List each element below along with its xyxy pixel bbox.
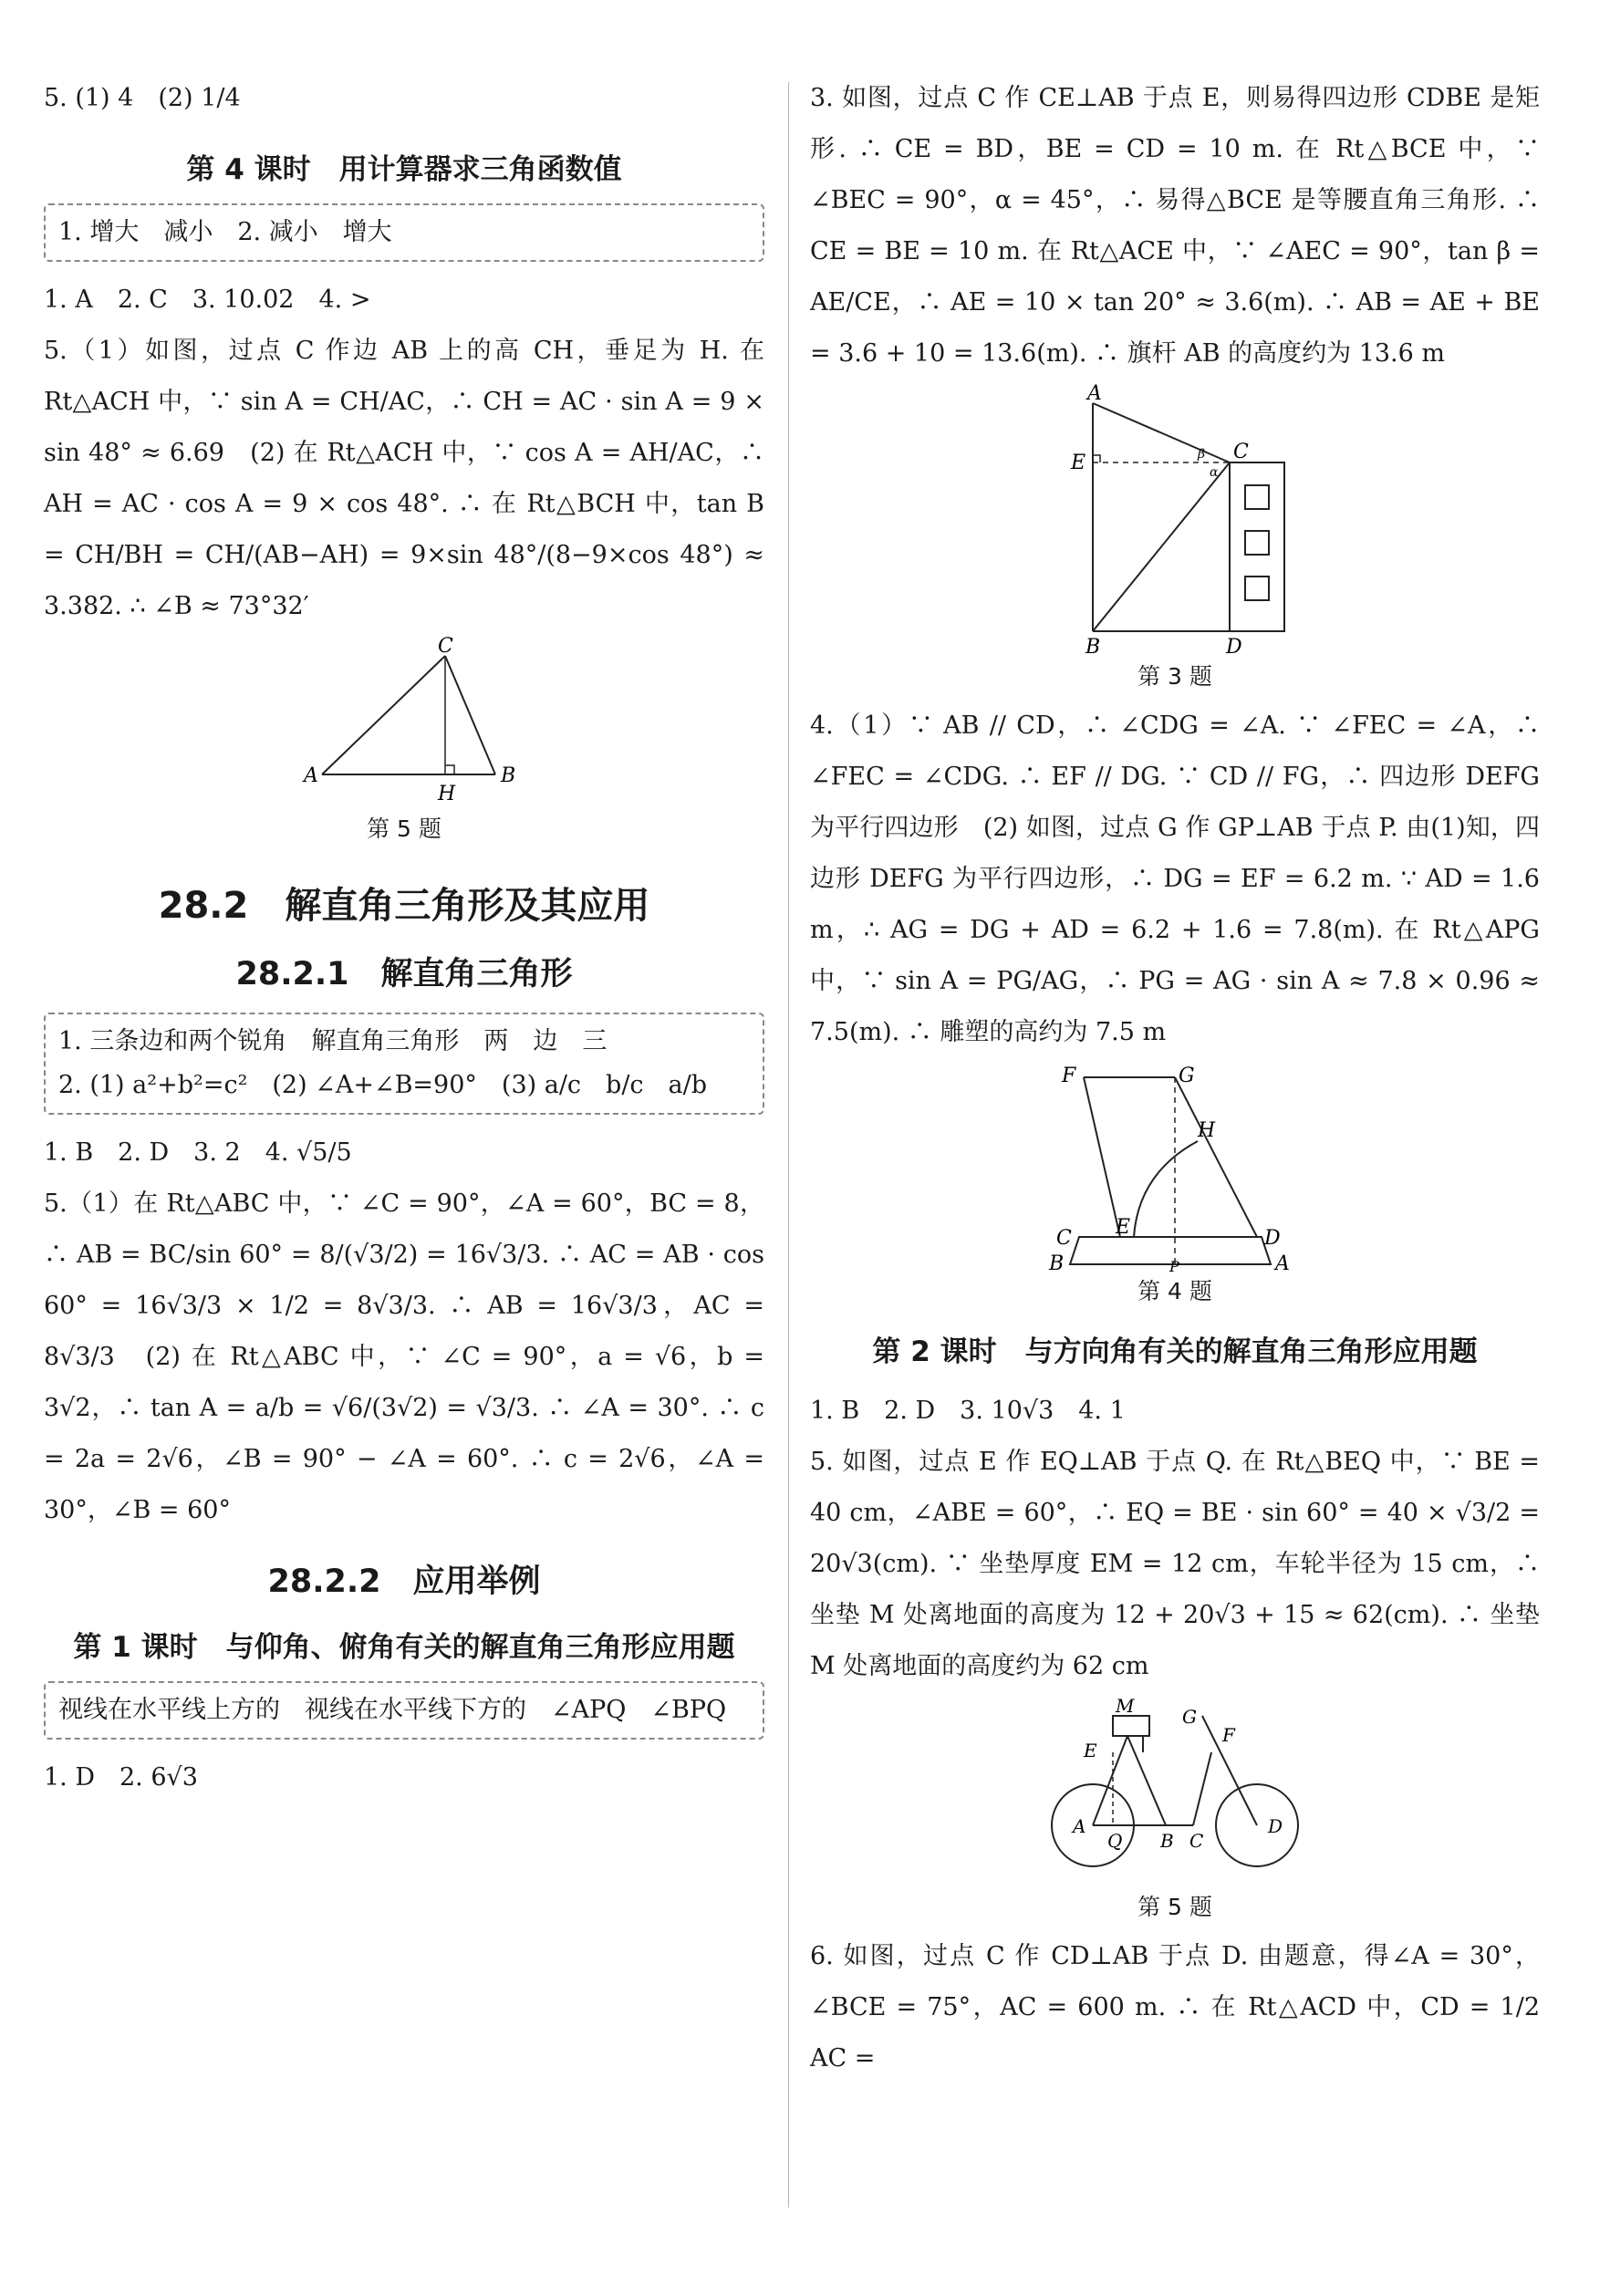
label-e: E: [1116, 1216, 1131, 1239]
label-m: M: [1116, 1695, 1135, 1717]
label-b: B: [501, 764, 516, 787]
solution-text: 6. 如图，过点 C 作 CD⊥AB 于点 D. 由题意，得∠A = 30°，∠BCE = 75°，AC = 600 m. ∴ 在 Rt△ACD 中，CD = 1/2 AC =: [810, 1942, 1540, 2073]
label-p: P: [1169, 1258, 1179, 1275]
label-a: A: [1073, 1815, 1086, 1837]
section-title: 第 1 课时 与仰角、俯角有关的解直角三角形应用题: [73, 1631, 735, 1664]
label-g: G: [1179, 1065, 1195, 1087]
solution-text: 5.（1）在 Rt△ABC 中，∵ ∠C = 90°，∠A = 60°，BC = 8，∴ AB = BC/sin 60° = 8/(√3/2) = 16√3/3. ∴ AC = AB · cos 60° = 16√3/3 × 1/2 = 8√3/3. ∴ AB = 16√3/3，AC = 8√3/3 (2) 在 Rt△ABC 中，∵ ∠C = 90°，a = √6，b = 3√2，∴ tan A = a/b = √6/(3√2) = √3/3. ∴ ∠A = 30°. ∴ c = 2a = 2√6，∠B = 90° − ∠A = 60°. ∴ c = 2√6，∠A = 30°，∠B = 60°: [44, 1190, 764, 1524]
answer-line: 1. D 2. 6√3: [44, 1763, 198, 1792]
figure-triangle-abc: [295, 635, 516, 811]
answer-line: 1. B 2. D 3. 10√3 4. 1: [810, 1397, 1126, 1425]
label-beta: β: [1198, 447, 1206, 462]
figure-sculpture: [1038, 1064, 1312, 1273]
label-b: B: [1160, 1830, 1174, 1852]
figure-caption: 第 4 题: [1137, 1278, 1212, 1304]
column-divider: [788, 82, 789, 2208]
solution-text: 4.（1）∵ AB // CD，∴ ∠CDG = ∠A. ∵ ∠FEC = ∠A，∴ ∠FEC = ∠CDG. ∴ EF // DG. ∵ CD // FG，∴ 四边形 DEFG 为平行四边形 (2) 如图，过点 G 作 GP⊥AB 于点 P. 由(1)知，四边形 DEFG 为平行四边形，∴ DG = EF = 6.2 m. ∵ AD = 1.6 m，∴ AG = DG + AD = 6.2 + 1.6 = 7.8(m). 在 Rt△APG 中，∵ sin A = PG/AG，∴ PG = AG · sin A ≈ 7.8 × 0.96 ≈ 7.5(m). ∴ 雕塑的高约为 7.5 m: [810, 712, 1540, 1046]
label-c: C: [1056, 1227, 1072, 1250]
figure-caption: 第 3 题: [1137, 663, 1212, 690]
answer-line: 1. A 2. C 3. 10.02 4. >: [44, 286, 371, 314]
section-title: 第 2 课时 与方向角有关的解直角三角形应用题: [872, 1335, 1478, 1368]
section-heading: 28.2.2 应用举例: [267, 1564, 541, 1600]
answer-line: 5. (1) 4 (2) 1/4: [44, 84, 241, 112]
label-d: D: [1226, 636, 1242, 659]
label-d: D: [1264, 1227, 1281, 1250]
label-f: F: [1222, 1724, 1235, 1746]
section-heading: 28.2.1 解直角三角形: [235, 956, 573, 992]
label-c: C: [1189, 1830, 1204, 1852]
label-h: H: [1198, 1119, 1216, 1142]
solution-text: 5. 如图，过点 E 作 EQ⊥AB 于点 Q. 在 Rt△BEQ 中，∵ BE = 40 cm，∠ABE = 60°，∴ EQ = BE · sin 60° = 40 × √3/2 = 20√3(cm). ∵ 坐垫厚度 EM = 12 cm，车轮半径为 15 cm，∴ 坐垫 M 处离地面的高度为 12 + 20√3 + 15 ≈ 62(cm). ∴ 坐垫 M 处离地面的高度约为 62 cm: [810, 1448, 1540, 1680]
label-c: C: [1233, 441, 1249, 463]
label-d: D: [1268, 1815, 1283, 1837]
figure-caption: 第 5 题: [367, 816, 441, 842]
box-line: 2. (1) a²+b²=c² (2) ∠A+∠B=90° (3) a/c b/c a/b: [58, 1071, 708, 1099]
label-alpha: α: [1210, 465, 1219, 480]
left-column: [44, 73, 764, 1803]
label-e: E: [1071, 452, 1086, 474]
fill-box: 视线在水平线上方的 视线在水平线下方的 ∠APQ ∠BPQ: [44, 1681, 764, 1740]
figure-bicycle: [1029, 1695, 1321, 1889]
label-a: A: [1087, 382, 1102, 405]
label-g: G: [1182, 1706, 1197, 1728]
label-b: B: [1049, 1252, 1065, 1275]
solution-text: 3. 如图，过点 C 作 CE⊥AB 于点 E，则易得四边形 CDBE 是矩形. ∴ CE = BD，BE = CD = 10 m. 在 Rt△BCE 中，∵ ∠BEC = 90°，α = 45°，∴ 易得△BCE 是等腰直角三角形. ∴ CE = BE = 10 m. 在 Rt△ACE 中，∵ ∠AEC = 90°，tan β = AE/CE，∴ AE = 10 × tan 20° ≈ 3.6(m). ∴ AB = AE + BE = 3.6 + 10 = 13.6(m). ∴ 旗杆 AB 的高度约为 13.6 m: [810, 84, 1540, 368]
label-b: B: [1085, 636, 1101, 659]
figure-flagpole: [1029, 382, 1321, 659]
solution-text: 5.（1）如图，过点 C 作边 AB 上的高 CH，垂足为 H. 在 Rt△ACH 中，∵ sin A = CH/AC，∴ CH = AC · sin A = 9 × sin 48° ≈ 6.69 (2) 在 Rt△ACH 中，∵ cos A = AH/AC，∴ AH = AC · cos A = 9 × cos 48°. ∴ 在 Rt△BCH 中，tan B = CH/BH = CH/(AB−AH) = 9×sin 48°/(8−9×cos 48°) ≈ 3.382. ∴ ∠B ≈ 73°32′: [44, 337, 764, 620]
label-e: E: [1084, 1740, 1097, 1761]
label-q: Q: [1107, 1830, 1123, 1852]
box-line: 1. 三条边和两个锐角 解直角三角形 两 边 三: [58, 1027, 608, 1055]
label-a: A: [1275, 1252, 1290, 1275]
label-f: F: [1062, 1065, 1076, 1087]
chapter-heading: 28.2 解直角三角形及其应用: [158, 885, 650, 927]
answer-line: 1. B 2. D 3. 2 4. √5/5: [44, 1138, 352, 1167]
right-column: [810, 73, 1540, 2084]
figure-caption: 第 5 题: [1137, 1894, 1212, 1920]
label-h: H: [438, 783, 456, 805]
fill-box: [44, 1013, 764, 1115]
label-a: A: [304, 764, 318, 787]
fill-box: 1. 增大 减小 2. 减小 增大: [44, 203, 764, 262]
section-title: 第 4 课时 用计算器求三角函数值: [186, 153, 622, 186]
label-c: C: [438, 635, 453, 658]
